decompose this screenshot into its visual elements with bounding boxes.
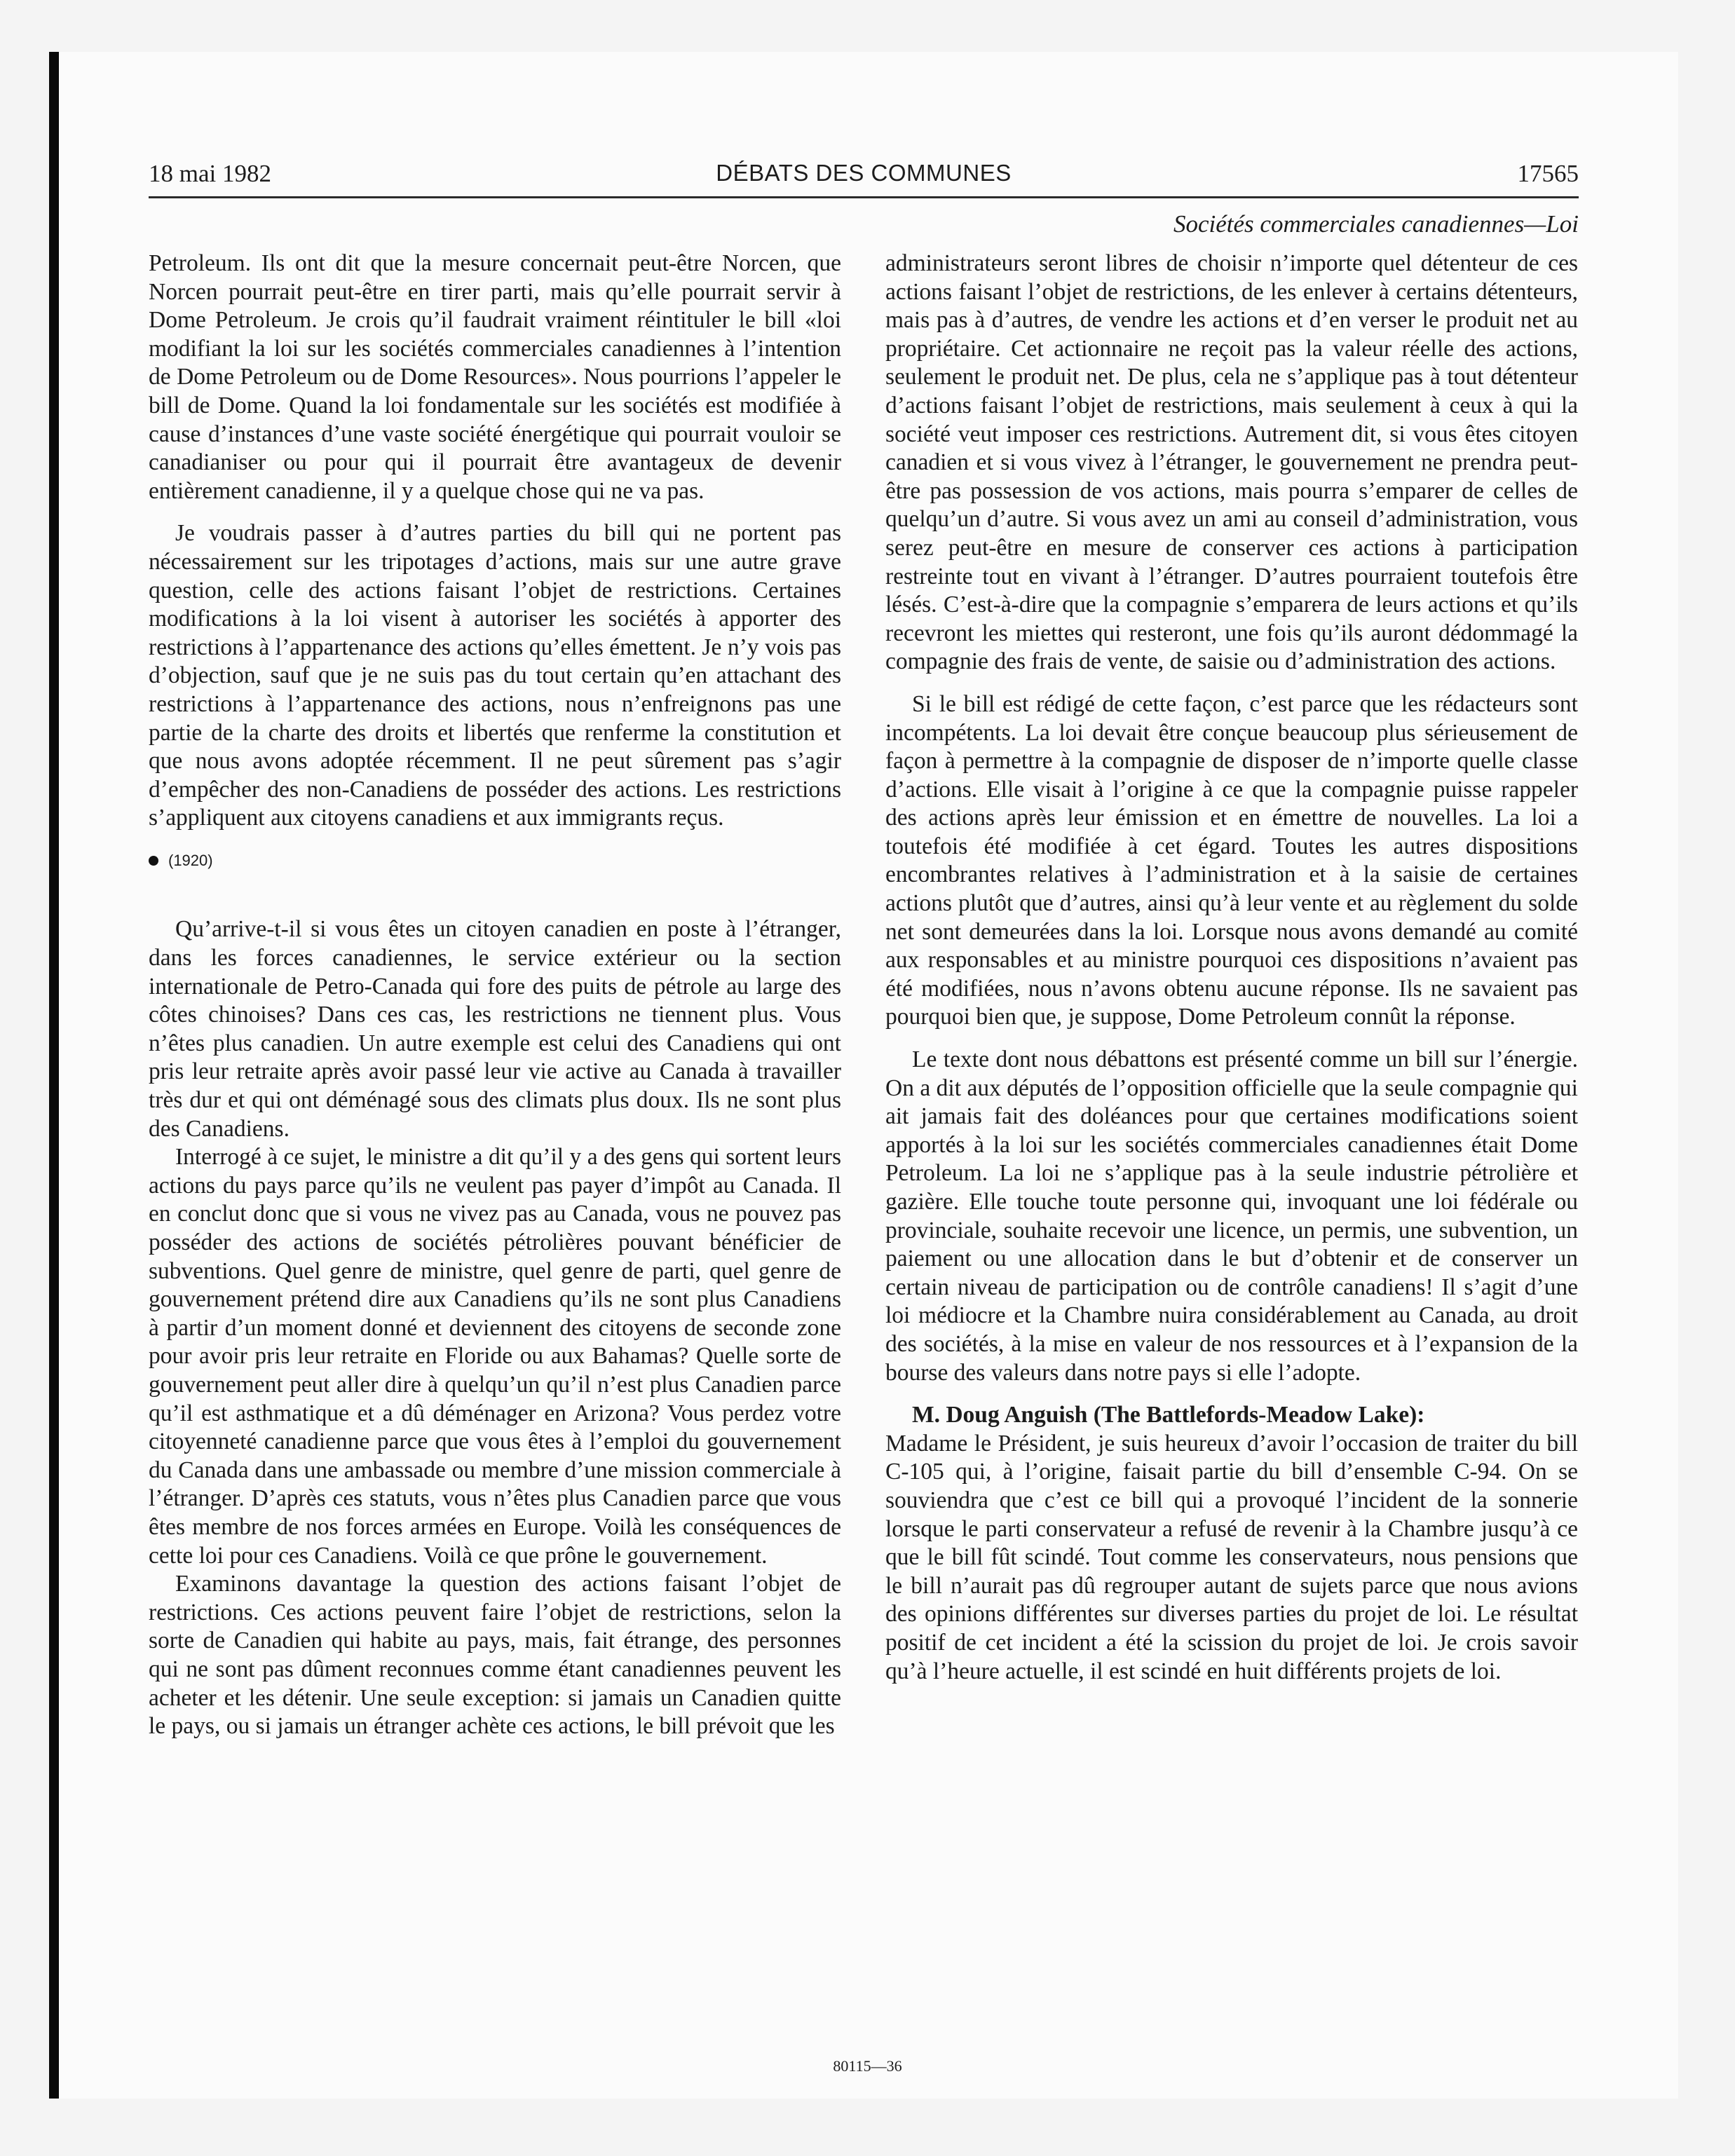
paragraph: Qu’arrive-t-il si vous êtes un citoyen canadien en poste à l’étranger, dans les forces canadiennes, le service extérieur ou la section internationale de Petro-Canada qui fore des puits de pétrole au large des côtes chinoises? Dans ces cas, les restrictions ne tiennent plus. Vous n’êtes plus canadien. Un autre exemple est celui des Canadiens qui ont pris leur retraite après avoir passé leur vie active au Canada à travailler très dur et qui ont déménagé sous des climats plus doux. Ils ne sont plus des Canadiens. — [149, 916, 841, 1142]
speaker-paragraph — [885, 1401, 1578, 1430]
page-footer: 80115—36 — [833, 2057, 902, 2075]
time-marker-label: (1920) — [168, 851, 213, 869]
scan-edge — [49, 52, 59, 2099]
paragraph: Le texte dont nous débattons est présenté comme un bill sur l’énergie. On a dit aux députés de l’opposition officielle que la seule compagnie qui ait jamais fait des doléances pour que certaines modifications soient apportés à la loi sur les sociétés commerciales canadiennes était Dome Petroleum. La loi ne s’applique pas à la seule industrie pétrolière et gazière. Elle touche toute personne qui, invoquant une loi fédérale ou provinciale, souhaite recevoir une licence, un permis, une subvention, un paiement ou une allocation dans le but d’obtenir et de conserver un certain niveau de participation ou de contrôle canadiens! Il s’agit d’une loi médiocre et la Chambre nuira considérablement au Canada, au droit des sociétés, à la mise en valeur de nos ressources et à l’expansion de la bourse des valeurs dans notre pays si elle l’adopte. — [885, 1046, 1578, 1386]
left-column — [149, 250, 841, 1741]
paragraph: Interrogé à ce sujet, le ministre a dit qu’il y a des gens qui sortent leurs actions du pays parce qu’ils ne veulent pas payer d’impôt au Canada. Il en conclut donc que si vous ne vivez pas au Canada, vous ne pouvez pas posséder des actions de sociétés pétrolières pouvant bénéficier de subventions. Quel genre de ministre, quel genre de parti, quel genre de gouvernement prétend dire aux Canadiens qu’ils ne sont plus Canadiens à partir d’un moment donné et deviennent des citoyens de seconde zone pour avoir pris leur retraite en Floride ou aux Bahamas? Quelle sorte de gouvernement peut aller dire à quelqu’un qu’il n’est plus Canadien parce qu’il est asthmatique et a dû déménager en Arizona? Vous perdez votre citoyenneté canadienne parce que vous êtes à l’emploi du gouvernement du Canada dans une ambassade ou membre d’une mission commerciale à l’étranger. D’après ces statuts, vous n’êtes plus Canadien parce que vous êtes membre de nos forces armées en Europe. Voilà les conséquences de cette loi pour ces Canadiens. Voilà ce que prône le gouvernement. — [149, 1144, 841, 1569]
speaker-name: M. Doug Anguish (The Battlefords-Meadow Lake): — [912, 1402, 1425, 1428]
page-header — [149, 158, 1579, 198]
right-column — [885, 250, 1578, 1700]
paragraph: Madame le Président, je suis heureux d’avoir l’occasion de traiter du bill C-105 qui, à l’origine, faisait partie du bill d’ensemble C-94. On se souviendra que c’est ce bill qui a provoqué l’incident de la sonnerie lorsque le parti conservateur a refusé de revenir à la Chambre jusqu’à ce que le bill fût scindé. Tout comme les conservateurs, nous pensions que le bill n’aurait pas dû regrouper autant de sujets parce que nous avions des opinions différentes sur diverses parties du projet de loi. Le résultat positif de cet incident a été la scission du projet de loi. Je crois savoir qu’à l’heure actuelle, il est scindé en huit différents projets de loi. — [885, 1430, 1578, 1684]
bullet-icon — [149, 856, 158, 866]
paragraph: Si le bill est rédigé de cette façon, c’est parce que les rédacteurs sont incompétents. La loi devait être conçue beaucoup plus sérieusement de façon à permettre à la compagnie de disposer de n’importe quelle classe d’actions. Elle visait à l’origine à ce que la compagnie puisse rappeler des actions après leur émission et en émettre de nouvelles. La loi a toutefois été modifiée à cet égard. Toutes les autres dispositions encombrantes relatives à l’administration et à la saisie de certaines actions plutôt que d’autres, ainsi qu’à leur vente et au règlement du solde net sont demeurées dans la loi. Lorsque nous avons demandé au comité aux responsables et au ministre pourquoi ces dispositions n’avaient pas été modifiées, nous n’avons obtenu aucune réponse. Ils ne savaient pas pourquoi bien que, je suppose, Dome Petroleum connût la réponse. — [885, 690, 1578, 1030]
header-date: 18 mai 1982 — [149, 160, 271, 187]
paragraph: Examinons davantage la question des actions faisant l’objet de restrictions. Ces actions peuvent faire l’objet de restrictions, selon la sorte de Canadien qui habite au pays, mais, fait étrange, des personnes qui ne sont pas dûment reconnues comme étant canadiennes peuvent les acheter et les détenir. Une seule exception: si jamais un Canadien quitte le pays, ou si jamais un étranger achète ces actions, le bill prévoit que les — [149, 1571, 841, 1740]
header-title: DÉBATS DES COMMUNES — [716, 160, 1012, 186]
paragraph: administrateurs seront libres de choisir n’importe quel détenteur de ces actions faisant l’objet de restrictions, de les enlever à certains détenteurs, mais pas à d’autres, de vendre les actions et d’en verser le produit net au propriétaire. Cet actionnaire ne reçoit pas la valeur réelle des actions, seulement le produit net. De plus, cela ne s’applique pas à tout détenteur d’actions faisant l’objet de restrictions, mais seulement à ceux à qui la société veut imposer ces restrictions. Autrement dit, si vous êtes citoyen canadien et si vous vivez à l’étranger, le gouvernement ne prendra peut-être pas possession de vos actions, mais pourra s’emparer de celles de quelqu’un d’autre. Si vous avez un ami au conseil d’administration, vous serez peut-être en mesure de conserver ces actions à participation restreinte tout en vivant à l’étranger. D’autres pourraient toutefois être lésés. C’est-à-dire que la compagnie s’emparera de leurs actions et qu’ils recevront les miettes qui resteront, une fois qu’ils auront dédommagé la compagnie des frais de vente, de saisie ou d’administration des actions. — [885, 250, 1578, 675]
paragraph: Je voudrais passer à d’autres parties du bill qui ne portent pas nécessairement sur les tripotages d’actions, mais sur une autre grave question, celle des actions faisant l’objet de restrictions. Certaines modifications à la loi visent à autoriser les sociétés à apporter des restrictions à l’appartenance des actions qu’elles émettent. Je n’y vois pas d’objection, sauf que je ne suis pas du tout certain qu’en attachant des restrictions à l’appartenance des actions, nous n’enfreignons pas une partie de la charte des droits et libertés que renferme la constitution et que nous avons adoptée récemment. Il ne peut sûrement pas s’agir d’empêcher des non-Canadiens de posséder des actions. Les restrictions s’appliquent aux citoyens canadiens et aux immigrants reçus. — [149, 520, 841, 831]
section-subtitle: Sociétés commerciales canadiennes—Loi — [1173, 210, 1579, 238]
page-number: 17565 — [1517, 160, 1579, 187]
time-marker — [149, 847, 841, 875]
paragraph: Petroleum. Ils ont dit que la mesure concernait peut-être Norcen, que Norcen pourrait peut-être en tirer parti, mais qu’elle pourrait servir à Dome Petroleum. Je crois qu’il faudrait vraiment réintituler le bill «loi modifiant la loi sur les sociétés commerciales canadiennes à l’intention de Dome Petroleum ou de Dome Resources». Nous pourrions l’appeler le bill de Dome. Quand la loi fondamentale sur les sociétés est modifiée à cause d’instances d’une vaste société énergétique qui pourrait vouloir se canadianiser ou pour qui il pourrait être avantageux de devenir entièrement canadienne, il y a quelque chose qui ne va pas. — [149, 250, 841, 504]
